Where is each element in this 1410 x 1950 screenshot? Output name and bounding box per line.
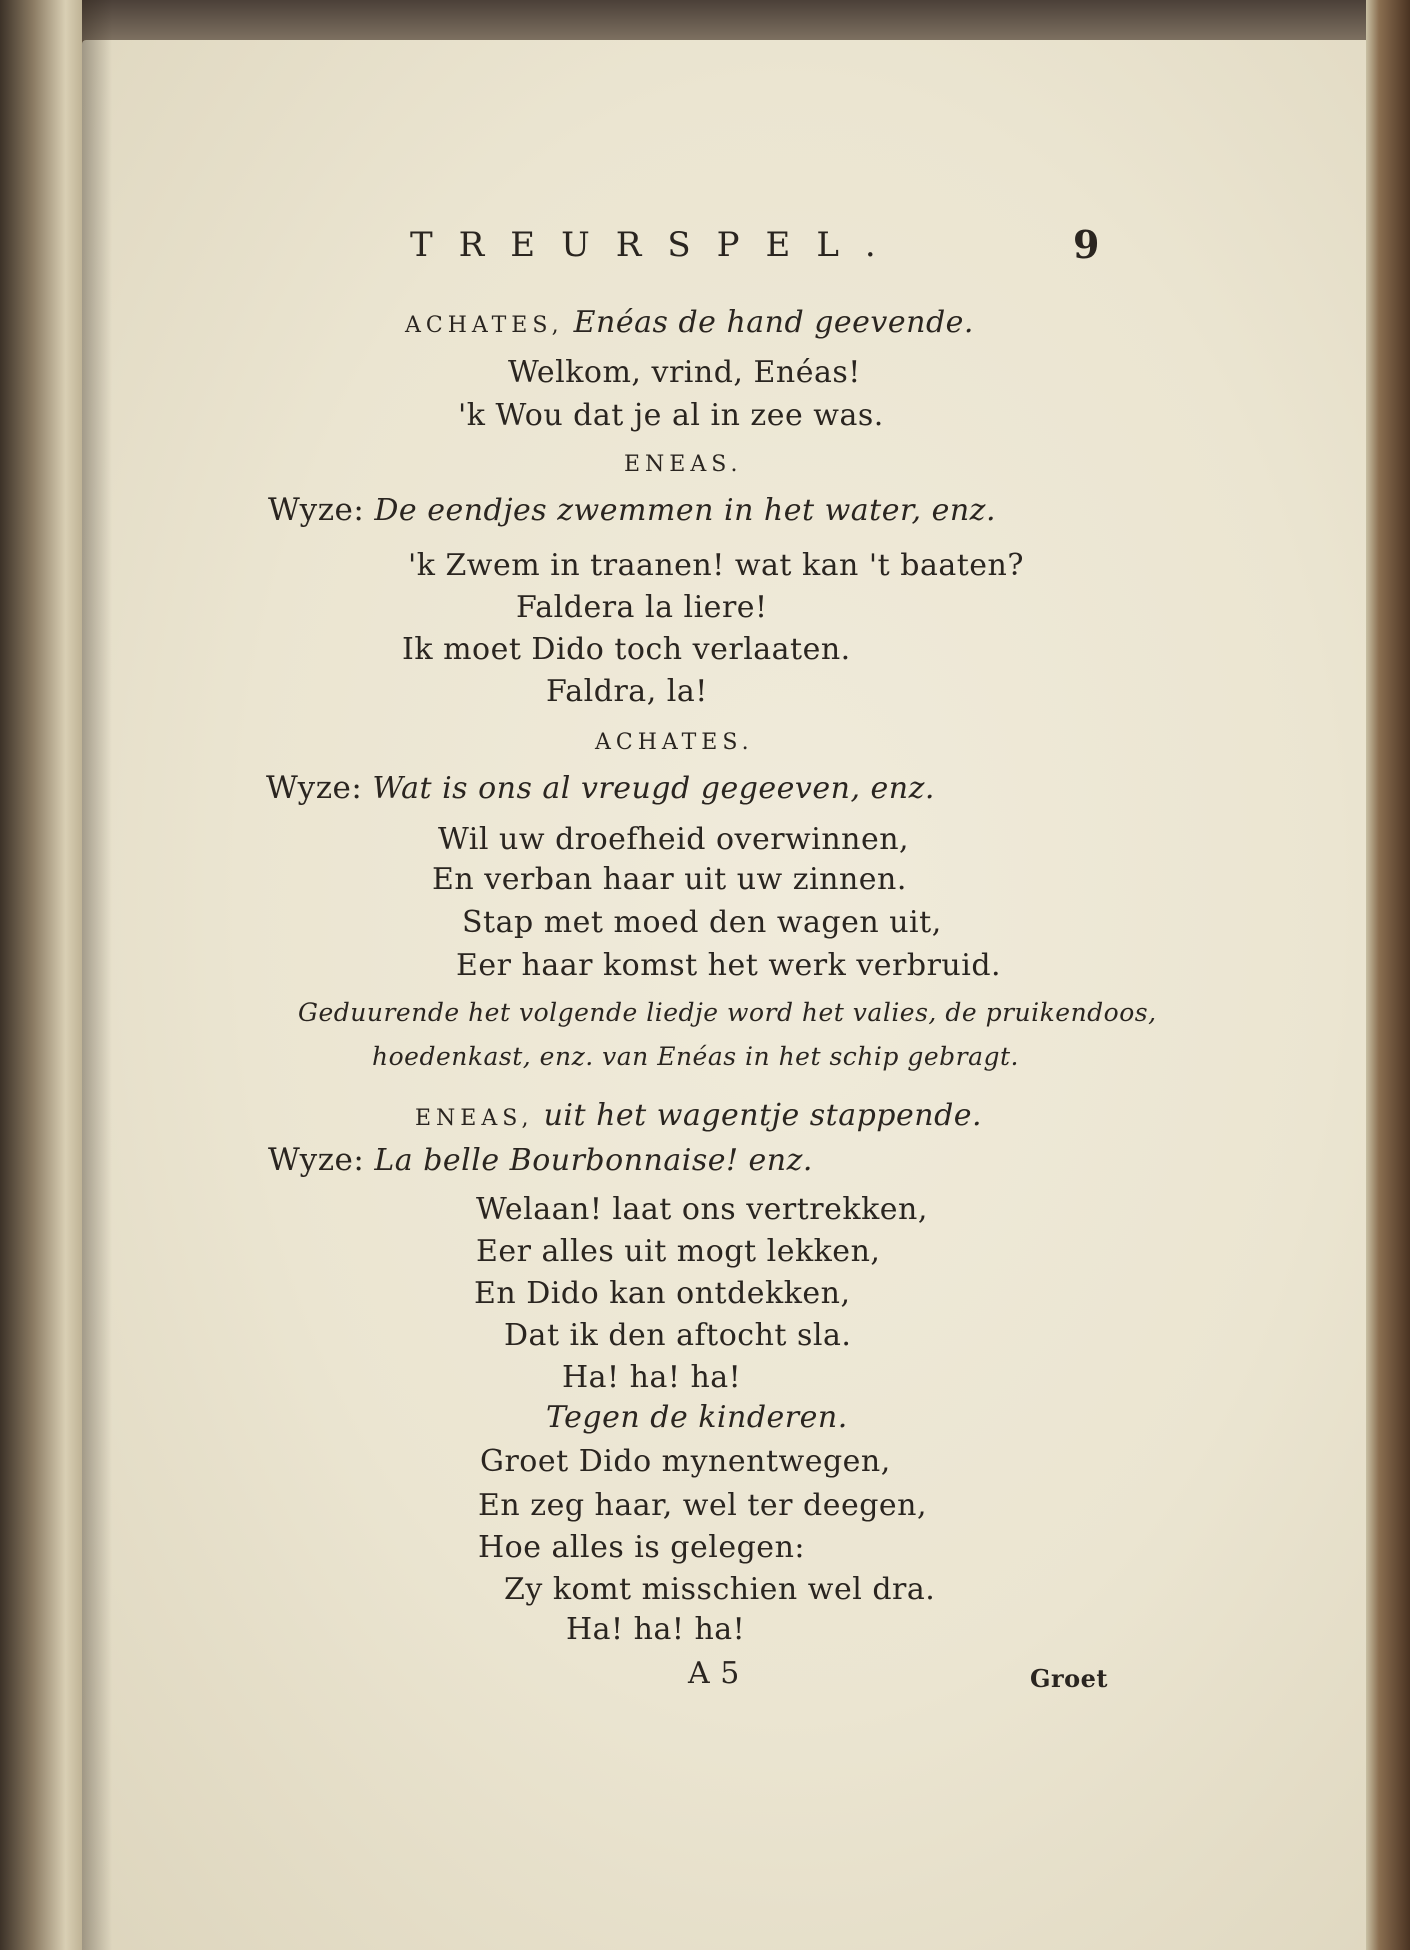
speaker-name: ENEAS. (624, 452, 743, 477)
speaker-heading (415, 1098, 982, 1133)
verse-line: En Dido kan ontdekken, (474, 1276, 851, 1311)
page-number: 9 (1073, 222, 1100, 267)
speaker-name: ACHATES, (405, 313, 564, 338)
right-cover-edge (1366, 0, 1410, 1950)
speaker-heading (405, 305, 974, 340)
verse-line: En verban haar uit uw zinnen. (432, 862, 907, 897)
verse-line: 'k Zwem in traanen! wat kan 't baaten? (408, 548, 1024, 583)
verse-line: 'k Wou dat je al in zee was. (458, 398, 884, 433)
verse-line: Ik moet Dido toch verlaaten. (402, 632, 851, 667)
running-title: TREURSPEL. (410, 225, 902, 265)
verse-line: Ha! ha! ha! (566, 1612, 746, 1647)
stage-direction: Enéas de hand geevende. (573, 305, 974, 340)
tune-title: La belle Bourbonnaise! enz. (374, 1143, 813, 1178)
verse-line: Eer haar komst het werk verbruid. (456, 948, 1002, 983)
verse-line: Faldera la liere! (516, 590, 768, 625)
stage-direction: Tegen de kinderen. (546, 1400, 848, 1435)
verse-line: Welaan! laat ons vertrekken, (476, 1192, 928, 1227)
tune-title: De eendjes zwemmen in het water, enz. (374, 493, 997, 528)
tune-label: Wyze: (266, 770, 363, 806)
verse-line: Ha! ha! ha! (562, 1360, 742, 1395)
tune-line (268, 492, 996, 528)
speaker-name: ACHATES. (595, 730, 754, 755)
tune-line (268, 1142, 813, 1178)
verse-line: Groet Dido mynentwegen, (480, 1444, 891, 1479)
verse-line: Dat ik den aftocht sla. (504, 1318, 852, 1353)
verse-line: Wil uw droefheid overwinnen, (438, 822, 910, 857)
verse-line: En zeg haar, wel ter deegen, (478, 1488, 928, 1523)
verse-line: Faldra, la! (546, 674, 708, 709)
verse-line: Eer alles uit mogt lekken, (476, 1234, 881, 1269)
stage-direction: uit het wagentje stappende. (543, 1098, 983, 1133)
verse-line: Hoe alles is gelegen: (478, 1530, 805, 1565)
verse-line: Welkom, vrind, Enéas! (508, 355, 861, 390)
spine-shadow (82, 0, 112, 1950)
stage-direction: hoedenkast, enz. van Enéas in het schip gebragt. (372, 1042, 1019, 1071)
tune-label: Wyze: (268, 1142, 365, 1178)
tune-label: Wyze: (268, 492, 365, 528)
top-shadow (82, 0, 1367, 40)
tune-line (266, 770, 935, 806)
verse-line: Zy komt misschien wel dra. (504, 1572, 936, 1607)
catchword: Groet (1030, 1664, 1109, 1693)
stage-direction: Geduurende het volgende liedje word het valies, de pruikendoos, (298, 998, 1157, 1027)
tune-title: Wat is ons al vreugd gegeeven, enz. (372, 771, 935, 806)
verse-line: Stap met moed den wagen uit, (462, 905, 942, 940)
left-page-edge (0, 0, 82, 1950)
signature-mark: A 5 (688, 1656, 740, 1691)
speaker-name: ENEAS, (415, 1106, 534, 1131)
